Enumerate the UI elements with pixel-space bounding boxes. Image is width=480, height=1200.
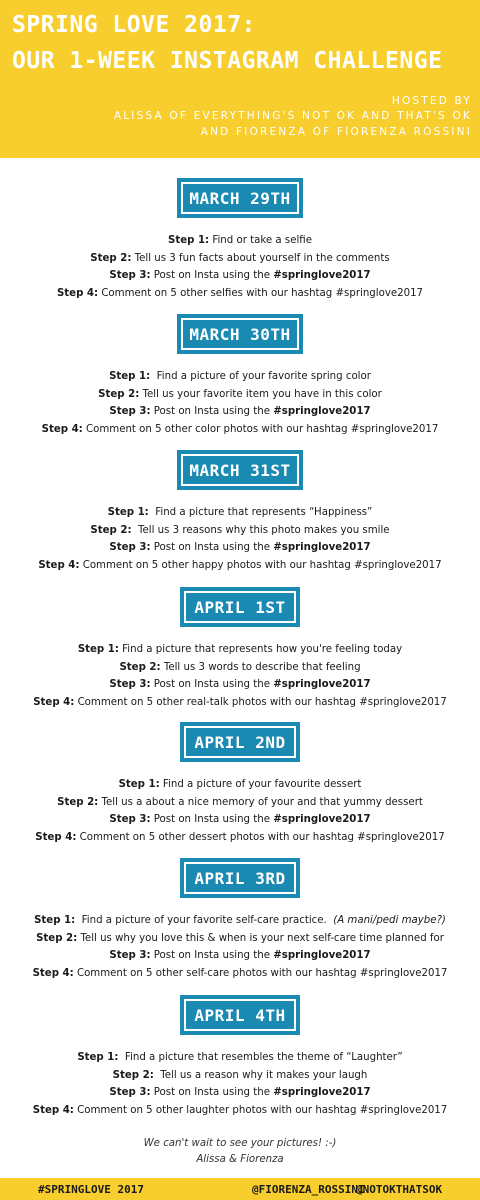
step-label: Step 1:	[118, 779, 160, 790]
step-label: Step 4:	[35, 831, 77, 843]
step-item	[0, 965, 480, 983]
header-banner	[0, 0, 480, 158]
step-label: Step 4:	[56, 287, 99, 299]
date-label: APRIL 3RD	[194, 868, 286, 888]
step-item	[0, 676, 480, 694]
step-item	[0, 947, 480, 965]
step-label: Step 4:	[32, 967, 74, 979]
hashtag-text: #springlove2017	[273, 950, 371, 961]
hashtag-text: #springlove2017	[273, 270, 371, 281]
step-item	[0, 811, 480, 829]
step-item	[0, 403, 480, 421]
step-text: Comment on 5 other laughter photos with our hashtag #springlove2017	[73, 1104, 448, 1116]
footer-banner	[0, 1178, 480, 1200]
step-text: Tell us your favorite item you have in this color	[139, 388, 382, 400]
step-label: Step 2:	[57, 796, 99, 808]
page-title-line-1: SPRING LOVE 2017:	[12, 12, 256, 38]
step-text: Tell us 3 words to describe that feeling	[160, 661, 361, 673]
step-text: Post on Insta using the	[150, 679, 274, 690]
date-heading	[177, 450, 303, 490]
step-label: Step 4:	[32, 1104, 74, 1116]
hashtag-text: #springlove2017	[273, 542, 371, 553]
step-label: Step 2:	[119, 661, 161, 673]
step-item	[0, 386, 480, 404]
hashtag-text: #springlove2017	[273, 814, 371, 825]
hashtag-text: #springlove2017	[273, 406, 371, 417]
step-text: Comment on 5 other dessert photos with our hashtag #springlove2017	[76, 831, 445, 843]
step-note: (A mani/pedi maybe?)	[333, 915, 446, 926]
step-label: Step 4:	[38, 559, 80, 571]
step-text: Find a picture that resembles the theme of “Laughter”	[118, 1052, 403, 1063]
footer-handle-fiorenza: @FIORENZA_ROSSINI	[252, 1183, 365, 1196]
step-label: Step 1:	[107, 507, 149, 518]
step-label: Step 2:	[90, 524, 132, 536]
step-text: Post on Insta using the	[150, 814, 274, 825]
step-label: Step 1:	[77, 644, 119, 655]
step-item	[0, 504, 480, 522]
closing-line-1: We can't wait to see your pictures! :-)	[143, 1138, 337, 1149]
date-heading	[180, 995, 300, 1035]
step-label: Step 4:	[41, 423, 83, 435]
hashtag-text: #springlove2017	[273, 1087, 371, 1098]
hashtag-text: #springlove2017	[273, 679, 371, 690]
step-label: Step 1:	[77, 1052, 119, 1063]
step-list	[0, 504, 480, 574]
step-item	[0, 794, 480, 812]
step-text: Tell us 3 fun facts about yourself in the comments	[131, 252, 390, 264]
step-text: Post on Insta using the	[150, 1087, 274, 1098]
host-fiorenza: AND FIORENZA OF FIORENZA ROSSINI	[200, 126, 472, 138]
step-text: Comment on 5 other real-talk photos with our hashtag #springlove2017	[74, 696, 447, 708]
step-item	[0, 539, 480, 557]
date-heading	[177, 314, 303, 354]
date-label: MARCH 31ST	[189, 460, 291, 480]
step-list	[0, 776, 480, 846]
footer-hashtag: #SPRINGLOVE 2017	[38, 1183, 144, 1196]
step-text: Tell us 3 reasons why this photo makes you smile	[131, 524, 390, 536]
step-item	[0, 421, 480, 439]
step-item	[0, 912, 480, 930]
step-item	[0, 641, 480, 659]
date-heading	[177, 178, 303, 218]
step-label: Step 3:	[109, 814, 151, 825]
date-heading	[180, 858, 300, 898]
step-label: Step 3:	[109, 679, 151, 690]
step-text: Comment on 5 other happy photos with our hashtag #springlove2017	[79, 559, 442, 571]
host-alissa: ALISSA OF EVERYTHING'S NOT OK AND THAT'S OK	[113, 110, 472, 122]
step-text: Tell us a reason why it makes your laugh	[153, 1069, 368, 1081]
step-text: Find a picture of your favorite self-care practice.	[75, 915, 334, 926]
step-text: Comment on 5 other selfies with our hashtag #springlove2017	[98, 287, 424, 299]
step-item	[0, 829, 480, 847]
step-text: Find a picture that represents “Happiness”	[148, 507, 373, 518]
step-item	[0, 1102, 480, 1120]
step-label: Step 3:	[109, 1087, 151, 1098]
closing-message	[0, 1136, 480, 1168]
step-list	[0, 232, 480, 302]
step-item	[0, 1084, 480, 1102]
step-text: Find a picture of your favorite spring color	[150, 371, 371, 382]
step-label: Step 2:	[90, 252, 132, 264]
step-label: Step 3:	[109, 270, 151, 281]
date-label: APRIL 4TH	[194, 1005, 286, 1025]
step-label: Step 2:	[112, 1069, 154, 1081]
step-text: Comment on 5 other color photos with our hashtag #springlove2017	[82, 423, 439, 435]
step-text: Find a picture that represents how you're feeling today	[118, 644, 403, 655]
date-label: APRIL 1ST	[194, 597, 286, 617]
date-heading	[180, 722, 300, 762]
step-item	[0, 776, 480, 794]
step-label: Step 3:	[109, 542, 151, 553]
step-text: Comment on 5 other self-care photos with our hashtag #springlove2017	[73, 967, 448, 979]
step-label: Step 2:	[36, 932, 78, 944]
page-title-line-2: OUR 1-WEEK INSTAGRAM CHALLENGE	[12, 48, 443, 74]
step-label: Step 3:	[109, 950, 151, 961]
step-text: Find a picture of your favourite dessert	[159, 779, 362, 790]
step-label: Step 2:	[98, 388, 140, 400]
date-label: APRIL 2ND	[194, 732, 286, 752]
hosted-by-label: HOSTED BY	[391, 95, 472, 107]
step-item	[0, 267, 480, 285]
step-label: Step 4:	[33, 696, 75, 708]
step-label: Step 3:	[109, 406, 151, 417]
date-heading	[180, 587, 300, 627]
date-label: MARCH 29TH	[189, 188, 291, 208]
step-text: Post on Insta using the	[150, 542, 274, 553]
step-label: Step 1:	[168, 235, 210, 246]
step-item	[0, 285, 480, 303]
step-text: Tell us why you love this & when is your next self-care time planned for	[77, 932, 444, 944]
step-item	[0, 232, 480, 250]
step-item	[0, 1067, 480, 1085]
step-text: Post on Insta using the	[150, 270, 274, 281]
step-label: Step 1:	[109, 371, 151, 382]
step-list	[0, 912, 480, 982]
step-text: Post on Insta using the	[150, 406, 274, 417]
step-item	[0, 250, 480, 268]
date-label: MARCH 30TH	[189, 324, 291, 344]
step-text: Find or take a selfie	[209, 235, 312, 246]
step-list	[0, 641, 480, 711]
step-item	[0, 557, 480, 575]
step-item	[0, 522, 480, 540]
step-list	[0, 368, 480, 438]
step-list	[0, 1049, 480, 1119]
step-text: Tell us a about a nice memory of your and that yummy dessert	[98, 796, 423, 808]
step-item	[0, 694, 480, 712]
closing-signature: Alissa & Fiorenza	[196, 1154, 284, 1165]
step-item	[0, 659, 480, 677]
step-item	[0, 930, 480, 948]
step-text: Post on Insta using the	[150, 950, 274, 961]
footer-handle-notok: @NOTOKTHATSOK	[356, 1183, 443, 1196]
step-label: Step 1:	[34, 915, 76, 926]
step-item	[0, 1049, 480, 1067]
step-item	[0, 368, 480, 386]
